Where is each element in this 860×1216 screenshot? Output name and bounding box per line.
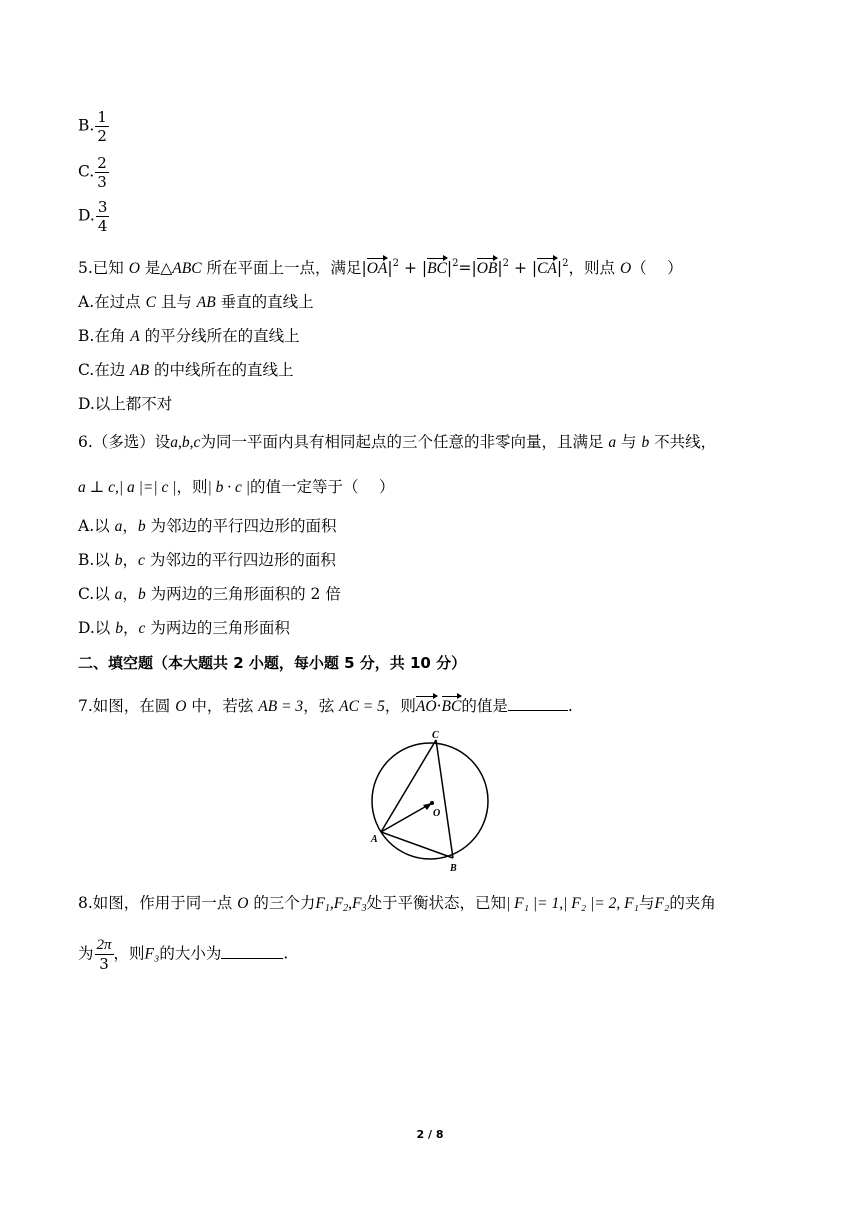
point-o [430, 801, 434, 805]
option-d-prev: D. $\frac{3}{4}$ [78, 198, 108, 235]
chord-ac [381, 740, 436, 832]
vector-ao [381, 804, 430, 832]
question-5-option-b: B.在角 A 的平分线所在的直线上 [78, 327, 300, 345]
section-heading: 二、填空题（本大题共 2 小题，每小题 5 分，共 10 分） [78, 654, 467, 672]
option-c-prev: C. $\frac{2}{3}$ [78, 154, 107, 191]
question-8-stem-line2: 为 $\frac{2\pi}{3}$ ，则F₃的大小为 . [78, 937, 289, 973]
question-7-stem: 7.如图，在圆 O 中，若弦 AB = 3，弦 AC = 5，则AO·BC的值是 . [78, 693, 573, 717]
fraction: $\frac{2}{3}$ [97, 154, 107, 191]
question-5-option-c: C.在边 AB 的中线所在的直线上 [78, 361, 294, 379]
fraction-2pi-3: $\frac{2\pi}{3}$ [96, 937, 112, 973]
question-6-stem-line2: a ⊥ c,| a |=| c |，则| b · c |的值一定等于（ ） [78, 478, 395, 496]
option-b-prev: B. $\frac{1}{2}$ [78, 108, 107, 145]
question-5-stem: 5.已知 O 是△ABC 所在平面上一点，满足$|OA|^2 + |BC|^2=|OB|^2 + |CA|^2$，则点 O（ ） [78, 254, 683, 279]
label-b: B [450, 863, 457, 874]
label-o: O [433, 808, 441, 819]
page-number: 2 / 8 [416, 1128, 444, 1141]
question-6-option-a: A.以 a，b 为邻边的平行四边形的面积 [78, 517, 337, 535]
question-6-option-d: D.以 b，c 为两边的三角形面积 [78, 619, 290, 637]
question-5-option-a: A.在过点 C 且与 AB 垂直的直线上 [78, 293, 314, 311]
question-6-stem-line1: 6.（多选）设a,b,c为同一平面内具有相同起点的三个任意的非零向量，且满足 a 与 b 不共线， [78, 433, 717, 451]
question-8-stem-line1: 8.如图，作用于同一点 O 的三个力$F_1,F_2,F_3$处于平衡状态，已知| F₁ |= 1,| F₂ |= 2, F₁与F₂的夹角 [78, 894, 716, 914]
vector-equation: $|OA|^2 + |BC|^2=|OB|^2 + |CA|^2$ [362, 259, 569, 277]
question-6-option-b: B.以 b，c 为邻边的平行四边形的面积 [78, 551, 336, 569]
question-5-option-d: D.以上都不对 [78, 395, 173, 413]
fraction: $\frac{1}{2}$ [97, 108, 107, 145]
fraction: $\frac{3}{4}$ [97, 198, 108, 235]
label-c: C [432, 730, 439, 741]
circle-figure [360, 728, 500, 878]
answer-blank [508, 710, 568, 711]
answer-blank [221, 958, 283, 959]
question-6-option-c: C.以 a，b 为两边的三角形面积的 2 倍 [78, 585, 341, 603]
circle-o [372, 743, 488, 859]
chord-bc [436, 740, 453, 858]
label-a: A [371, 834, 378, 845]
